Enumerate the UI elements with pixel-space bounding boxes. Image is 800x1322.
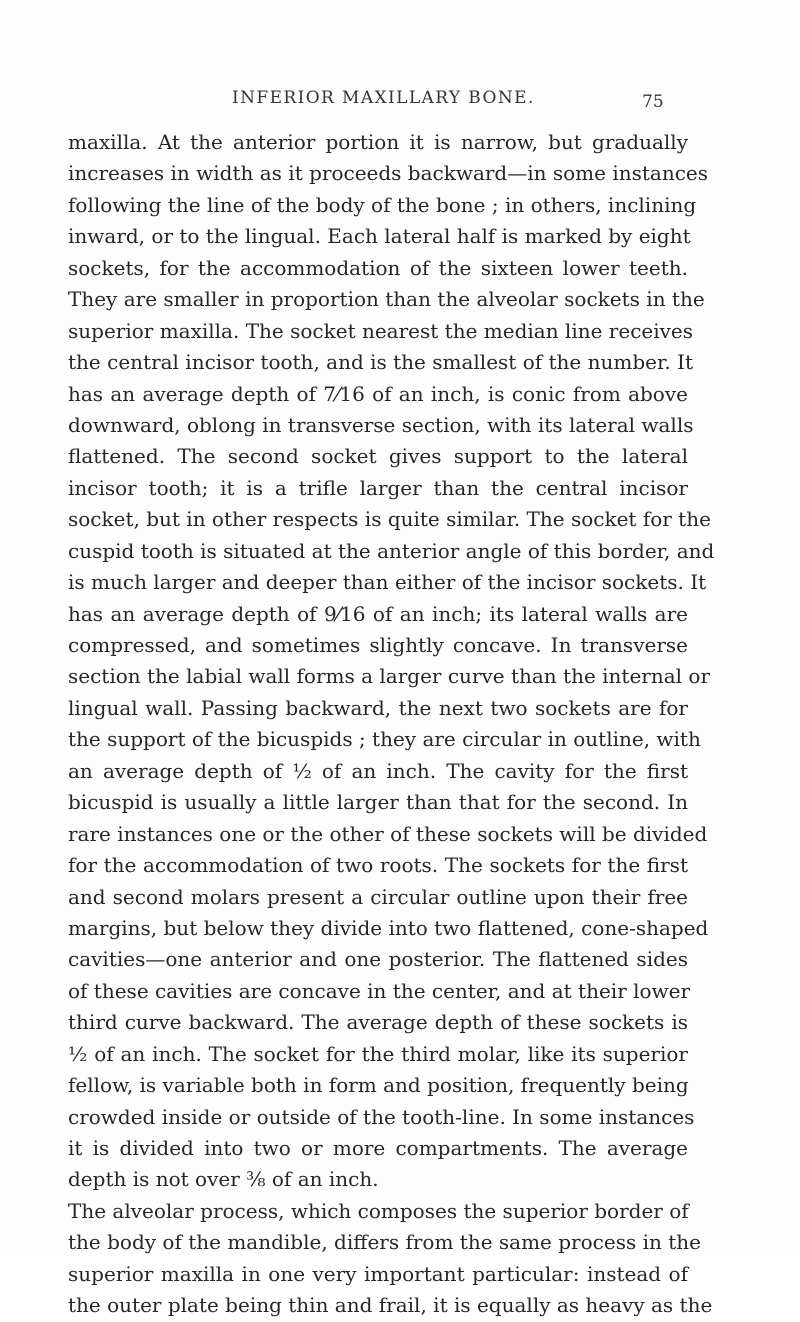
text-line: The alveolar process, which composes the superior border of <box>68 1198 689 1223</box>
text-line: inward, or to the lingual. Each lateral half is marked by eight <box>68 224 691 249</box>
text-line: the support of the bicuspids ; they are circular in outline, with <box>68 727 701 752</box>
text-line: bicuspid is usually a little larger than that for the second. In <box>68 790 688 815</box>
text-line: following the line of the body of the bone ; in others, inclining <box>68 192 697 217</box>
text-line: the body of the mandible, differs from the same process in the <box>68 1230 701 1255</box>
text-line: incisor tooth; it is a trifle larger than the central incisor <box>68 475 688 500</box>
text-line: ½ of an inch. The socket for the third molar, like its superior <box>68 1041 688 1066</box>
text-line: maxilla. At the anterior portion it is narrow, but gradually <box>68 130 688 154</box>
text-line: third curve backward. The average depth of these sockets is <box>68 1010 688 1035</box>
text-line: has an average depth of 9⁄16 of an inch; its lateral walls are <box>68 601 688 626</box>
text-line: cavities—one anterior and one posterior. The flattened sides <box>68 947 688 972</box>
text-line: flattened. The second socket gives support to the lateral <box>68 444 688 469</box>
text-line: has an average depth of 7⁄16 of an inch, is conic from above <box>68 381 688 406</box>
text-line: sockets, for the accommodation of the sixteen lower teeth. <box>68 255 688 280</box>
text-line: crowded inside or outside of the tooth-line. In some instances <box>68 1104 695 1129</box>
text-line: downward, oblong in transverse section, with its lateral walls <box>68 412 694 437</box>
text-line: increases in width as it proceeds backward—in some instances <box>68 161 709 186</box>
text-line: an average depth of ½ of an inch. The cavity for the first <box>68 758 688 783</box>
text-line: superior maxilla in one very important particular: instead of <box>68 1261 688 1286</box>
text-line: section the labial wall forms a larger curve than the internal or <box>68 664 711 689</box>
text-line: compressed, and sometimes slightly concave. In transverse <box>68 633 688 657</box>
body-text <box>68 127 715 1322</box>
paragraph-end-line: depth is not over ⅜ of an inch. <box>68 1167 379 1192</box>
text-line: the central incisor tooth, and is the smallest of the number. It <box>68 350 693 375</box>
text-line: rare instances one or the other of these sockets will be divided <box>68 821 708 846</box>
text-line: lingual wall. Passing backward, the next two sockets are for <box>68 695 688 720</box>
running-head <box>0 88 800 112</box>
page-number: 75 <box>642 92 664 112</box>
text-line: the outer plate being thin and frail, it is equally as heavy as the <box>68 1293 713 1318</box>
text-line: fellow, is variable both in form and position, frequently being <box>68 1073 689 1098</box>
text-line: is much larger and deeper than either of the incisor sockets. It <box>68 570 707 595</box>
running-title: INFERIOR MAXILLARY BONE. <box>232 88 535 108</box>
text-line: of these cavities are concave in the center, and at their lower <box>68 978 691 1003</box>
text-line: They are smaller in proportion than the alveolar sockets in the <box>68 287 705 312</box>
text-line: for the accommodation of two roots. The sockets for the first <box>68 853 688 878</box>
text-line: cuspid tooth is situated at the anterior angle of this border, and <box>68 538 715 563</box>
text-line: margins, but below they divide into two flattened, cone-shaped <box>68 915 709 940</box>
text-line: it is divided into two or more compartments. The average <box>68 1136 688 1160</box>
text-line: socket, but in other respects is quite similar. The socket for the <box>68 507 711 532</box>
text-line: and second molars present a circular outline upon their free <box>68 884 688 909</box>
text-line: superior maxilla. The socket nearest the median line receives <box>68 318 694 343</box>
